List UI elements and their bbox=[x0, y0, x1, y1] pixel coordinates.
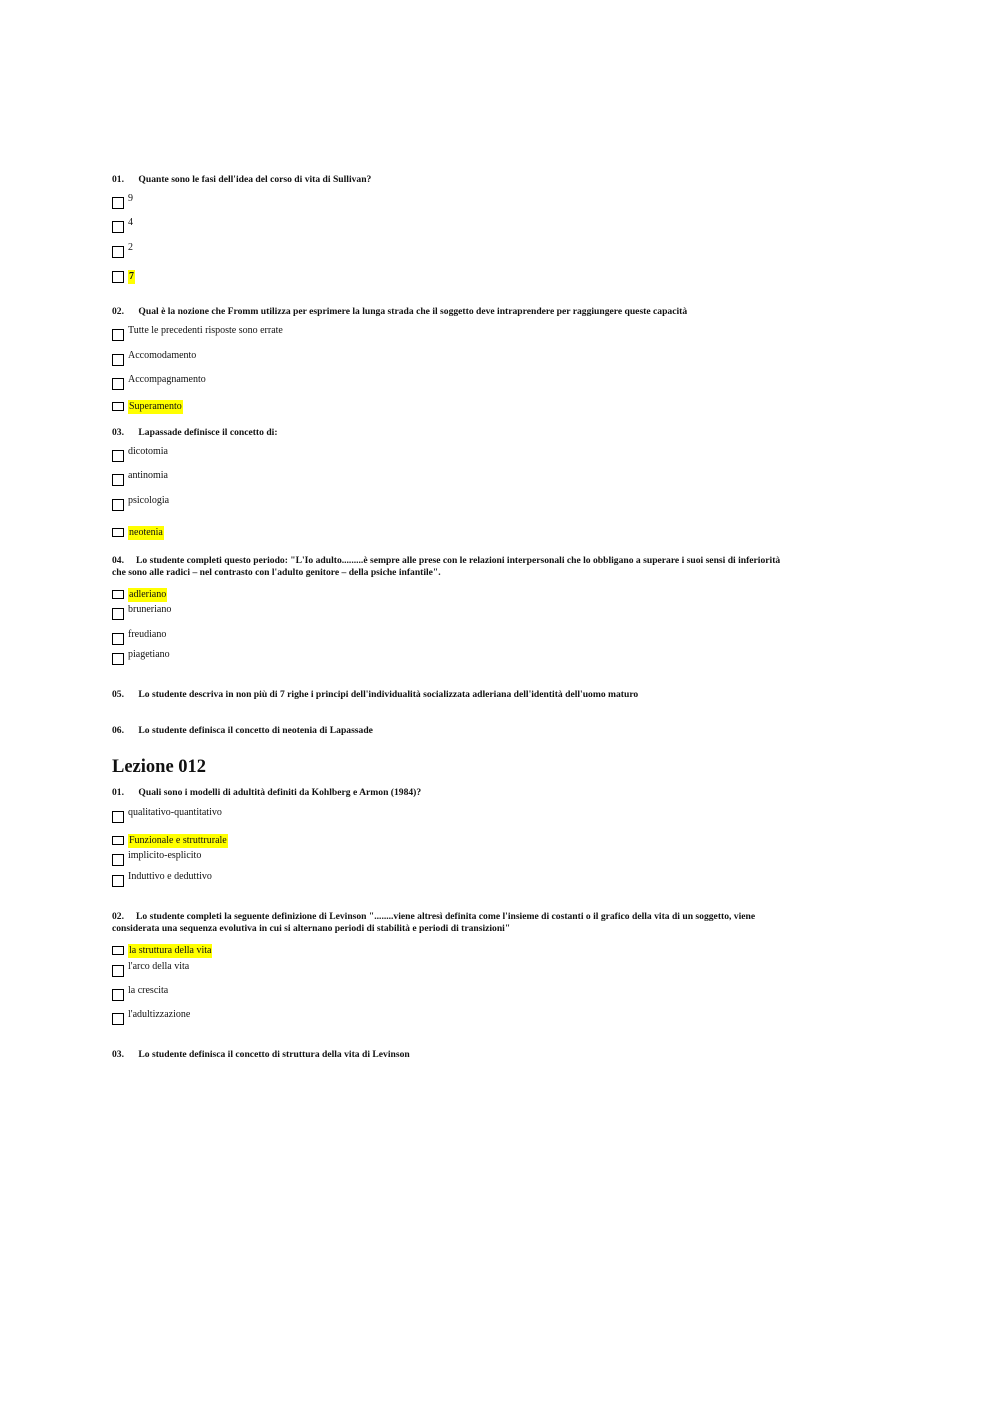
question-3 bbox=[112, 427, 887, 439]
option-label: freudiano bbox=[128, 629, 167, 640]
question-text-continued: che sono alle radici – nel contrasto con l'adulto genitore – della psiche infantile". bbox=[112, 567, 441, 578]
question-number: 04. bbox=[112, 555, 124, 566]
option-label: Tutte le precedenti risposte sono errate bbox=[128, 325, 283, 336]
question-text: Lo studente descriva in non più di 7 righe i principi dell'individualità socializzata adleriana dell'identità dell'uomo maturo bbox=[138, 689, 639, 700]
option-label: adleriano bbox=[129, 589, 167, 600]
checkbox[interactable] bbox=[112, 854, 124, 866]
question-text: Quali sono i modelli di adultità definiti da Kohlberg e Armon (1984)? bbox=[138, 787, 422, 798]
checkbox[interactable] bbox=[112, 965, 124, 977]
option-label: Induttivo e deduttivo bbox=[128, 871, 212, 882]
question-text: Lo studente definisca il concetto di neotenia di Lapassade bbox=[138, 725, 373, 736]
checkbox[interactable] bbox=[112, 474, 124, 486]
question-number: 06. bbox=[112, 725, 124, 736]
checkbox[interactable] bbox=[112, 836, 124, 845]
option-label: Accompagnamento bbox=[128, 374, 206, 385]
question-text: Lapassade definisce il concetto di: bbox=[138, 427, 278, 438]
question-number: 03. bbox=[112, 427, 124, 438]
question-number: 05. bbox=[112, 689, 124, 700]
option-label: la crescita bbox=[128, 985, 169, 996]
question-5 bbox=[112, 689, 887, 701]
question-text: Qual è la nozione che Fromm utilizza per esprimere la lunga strada che il soggetto deve intraprendere per raggiungere queste capacità bbox=[138, 306, 688, 317]
checkbox[interactable] bbox=[112, 1013, 124, 1025]
checkbox[interactable] bbox=[112, 875, 124, 887]
question-text: Lo studente definisca il concetto di struttura della vita di Levinson bbox=[138, 1049, 410, 1060]
checkbox[interactable] bbox=[112, 653, 124, 665]
option-label: l'adultizzazione bbox=[128, 1009, 191, 1020]
question-number: 01. bbox=[112, 174, 124, 185]
checkbox[interactable] bbox=[112, 499, 124, 511]
option-label: Superamento bbox=[129, 401, 182, 412]
option-label: piagetiano bbox=[128, 649, 170, 660]
lesson-question-1 bbox=[112, 787, 887, 799]
question-number: 03. bbox=[112, 1049, 124, 1060]
checkbox[interactable] bbox=[112, 989, 124, 1001]
option-label: 4 bbox=[128, 217, 133, 228]
lesson-question-3 bbox=[112, 1049, 887, 1061]
checkbox[interactable] bbox=[112, 197, 124, 209]
checkbox[interactable] bbox=[112, 811, 124, 823]
lesson-heading: Lezione 012 bbox=[112, 757, 207, 777]
option-label: 9 bbox=[128, 193, 133, 204]
question-text: Lo studente completi questo periodo: "L'Io adulto.........è sempre alle prese con le relazioni interpersonali che lo obbligano a superare i suoi sensi di inferiorità bbox=[136, 555, 781, 566]
option-label: Accomodamento bbox=[128, 350, 197, 361]
option-label: 7 bbox=[129, 271, 134, 282]
option-label: l'arco della vita bbox=[128, 961, 190, 972]
option-label: implicito-esplicito bbox=[128, 850, 202, 861]
option-label: neotenia bbox=[129, 527, 163, 538]
checkbox[interactable] bbox=[112, 633, 124, 645]
question-4 bbox=[112, 555, 887, 579]
checkbox[interactable] bbox=[112, 608, 124, 620]
option-label: qualitativo-quantitativo bbox=[128, 807, 222, 818]
option-label: la struttura della vita bbox=[129, 945, 212, 956]
option-label: dicotomia bbox=[128, 446, 168, 457]
checkbox[interactable] bbox=[112, 590, 124, 599]
checkbox[interactable] bbox=[112, 378, 124, 390]
checkbox[interactable] bbox=[112, 221, 124, 233]
option-label: antinomia bbox=[128, 470, 168, 481]
question-number: 01. bbox=[112, 787, 124, 798]
checkbox[interactable] bbox=[112, 246, 124, 258]
question-text-continued: considerata una sequenza evolutiva in cui si alternano periodi di stabilità e periodi di transizioni" bbox=[112, 923, 511, 934]
option-label: 2 bbox=[128, 242, 133, 253]
checkbox[interactable] bbox=[112, 402, 124, 411]
question-number: 02. bbox=[112, 911, 124, 922]
question-2 bbox=[112, 306, 887, 318]
question-1 bbox=[112, 174, 887, 186]
question-number: 02. bbox=[112, 306, 124, 317]
lesson-question-2 bbox=[112, 911, 887, 935]
checkbox[interactable] bbox=[112, 946, 124, 955]
option-label: psicologia bbox=[128, 495, 170, 506]
checkbox[interactable] bbox=[112, 354, 124, 366]
checkbox[interactable] bbox=[112, 329, 124, 341]
option-label: bruneriano bbox=[128, 604, 172, 615]
checkbox[interactable] bbox=[112, 271, 124, 283]
question-text: Quante sono le fasi dell'idea del corso di vita di Sullivan? bbox=[138, 174, 372, 185]
question-6 bbox=[112, 725, 887, 737]
checkbox[interactable] bbox=[112, 450, 124, 462]
question-text: Lo studente completi la seguente definizione di Levinson "........viene altresì definita come l'insieme di costanti o il grafico della vita di un soggetto, viene bbox=[136, 911, 756, 922]
checkbox[interactable] bbox=[112, 528, 124, 537]
option-label: Funzionale e struttrurale bbox=[129, 835, 227, 846]
